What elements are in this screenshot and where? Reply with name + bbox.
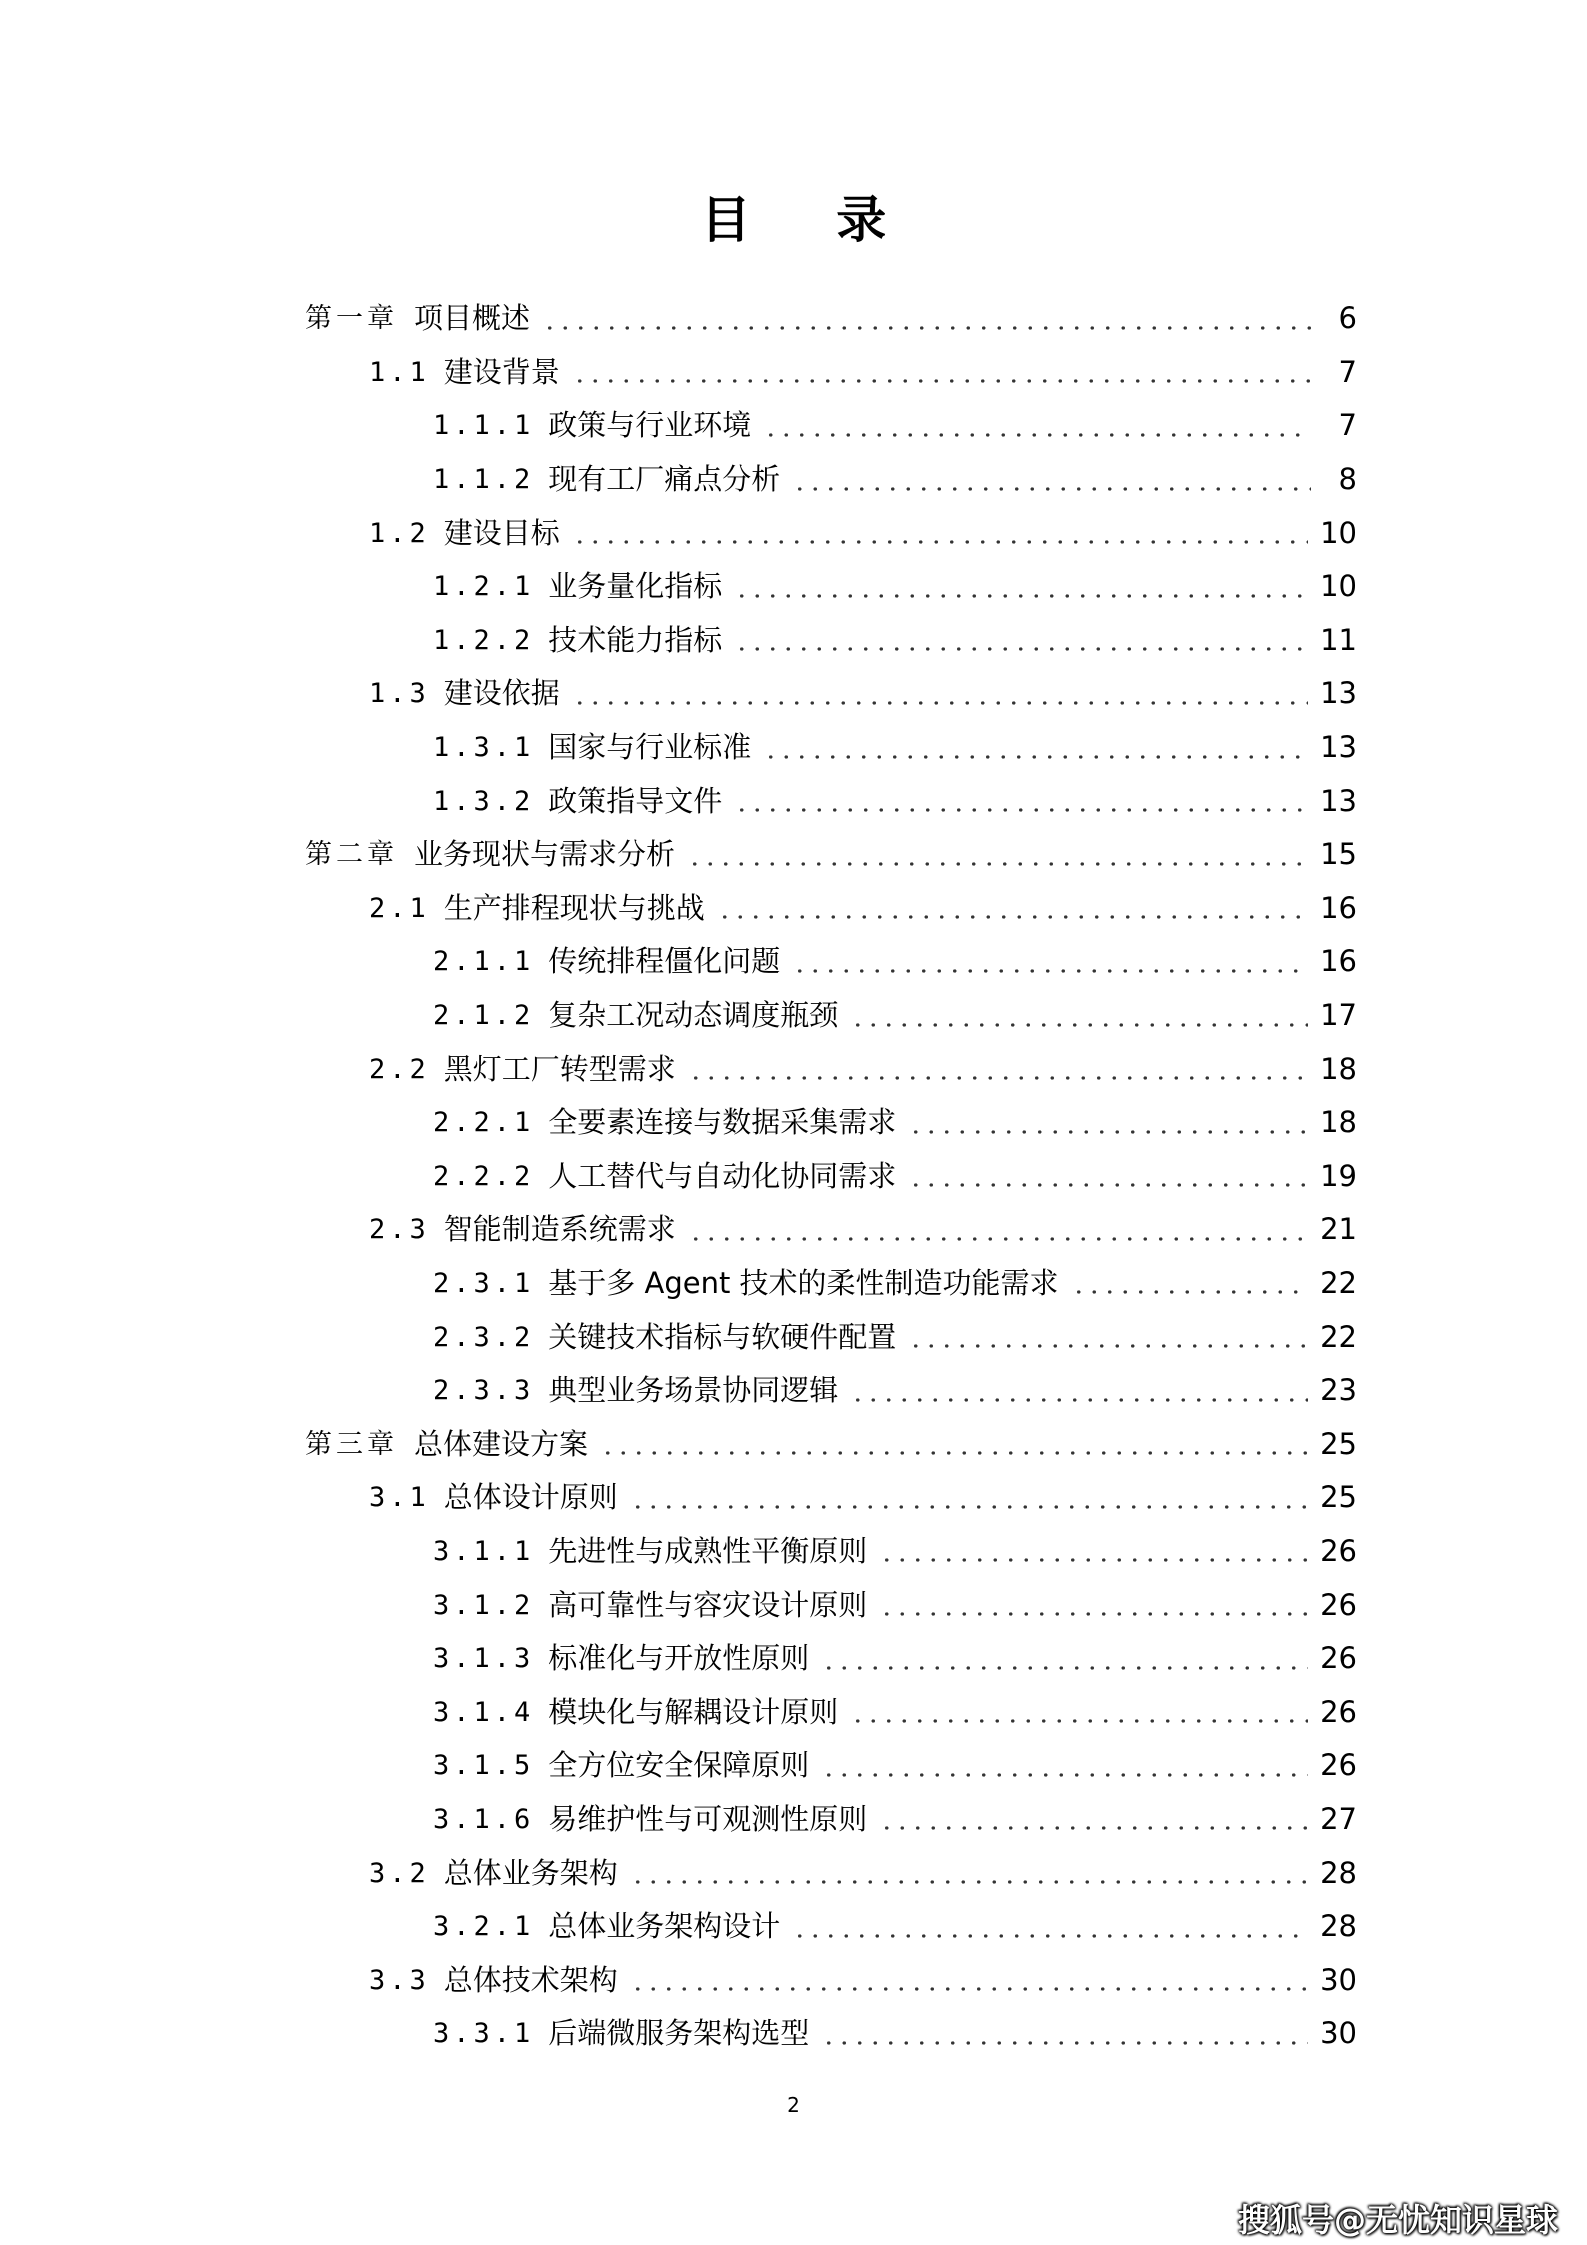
toc-entry-number: 2.1 bbox=[369, 892, 430, 924]
dot-leader bbox=[908, 1343, 1308, 1349]
dot-leader bbox=[821, 2040, 1308, 2046]
toc-entry-number: 3.1.1 bbox=[433, 1535, 535, 1567]
toc-entry-number: 2.3.2 bbox=[433, 1321, 535, 1353]
dot-leader bbox=[717, 914, 1308, 920]
dot-leader bbox=[763, 754, 1308, 760]
toc-entry-page: 8 bbox=[1338, 462, 1357, 497]
toc-entry[interactable] bbox=[0, 828, 1587, 882]
toc-entry-label: 技术能力指标 bbox=[548, 622, 723, 657]
toc-entry-number: 3.2 bbox=[369, 1857, 430, 1889]
toc-entry-label: 总体设计原则 bbox=[443, 1480, 618, 1515]
toc-entry-number: 3.1 bbox=[369, 1482, 430, 1514]
toc-entry-label: 后端微服务架构选型 bbox=[548, 2016, 810, 2051]
toc-entry-page: 30 bbox=[1320, 1962, 1357, 1997]
toc-entry-page: 22 bbox=[1320, 1319, 1357, 1354]
dot-leader bbox=[734, 593, 1308, 599]
toc-entry[interactable] bbox=[0, 935, 1587, 989]
toc-entry-page: 10 bbox=[1320, 515, 1357, 550]
toc-entry[interactable] bbox=[0, 1471, 1587, 1525]
dot-leader bbox=[792, 1933, 1308, 1939]
toc-entry-page: 11 bbox=[1320, 622, 1357, 657]
toc-entry-number: 1.1 bbox=[369, 356, 430, 388]
toc-entry-label: 传统排程僵化问题 bbox=[548, 944, 781, 979]
toc-entry[interactable] bbox=[0, 1203, 1587, 1257]
toc-entry-page: 7 bbox=[1338, 354, 1357, 389]
toc-entry-number: 2.3.3 bbox=[433, 1375, 535, 1407]
toc-entry-number: 3.3.1 bbox=[433, 2018, 535, 2050]
toc-entry-number: 1.1.2 bbox=[433, 464, 535, 496]
dot-leader bbox=[734, 807, 1308, 813]
dot-leader bbox=[879, 1557, 1308, 1563]
toc-title: 目 录 bbox=[700, 191, 921, 249]
toc-entry-page: 25 bbox=[1320, 1480, 1357, 1515]
toc-entry-page: 18 bbox=[1320, 1105, 1357, 1140]
toc-entry-label: 总体建设方案 bbox=[414, 1426, 589, 1461]
toc-entry-page: 21 bbox=[1320, 1212, 1357, 1247]
toc-entry[interactable] bbox=[0, 1578, 1587, 1632]
dot-leader bbox=[821, 1772, 1308, 1778]
toc-entry-page: 15 bbox=[1320, 837, 1357, 872]
toc-entry-page: 26 bbox=[1320, 1533, 1357, 1568]
toc-entry-page: 25 bbox=[1320, 1426, 1357, 1461]
toc-entry-label: 典型业务场景协同逻辑 bbox=[548, 1373, 839, 1408]
toc-entry-page: 7 bbox=[1338, 408, 1357, 443]
dot-leader bbox=[850, 1022, 1308, 1028]
toc-entry-label: 人工替代与自动化协同需求 bbox=[548, 1158, 897, 1193]
dot-leader bbox=[630, 1986, 1308, 1992]
dot-leader bbox=[572, 700, 1308, 706]
toc-entry[interactable] bbox=[0, 1900, 1587, 1954]
toc-entry-number: 2.3.1 bbox=[433, 1267, 535, 1299]
toc-entry-number: 3.1.3 bbox=[433, 1643, 535, 1675]
toc-entry-page: 28 bbox=[1320, 1855, 1357, 1890]
toc-entry[interactable] bbox=[0, 667, 1587, 721]
toc-entry[interactable] bbox=[0, 1846, 1587, 1900]
toc-entry-number: 1.3.2 bbox=[433, 785, 535, 817]
dot-leader bbox=[850, 1397, 1308, 1403]
dot-leader bbox=[1071, 1289, 1309, 1295]
toc-entry[interactable] bbox=[0, 1310, 1587, 1364]
toc-entry-number: 3.1.6 bbox=[433, 1803, 535, 1835]
toc-entry-label: 业务现状与需求分析 bbox=[414, 837, 676, 872]
toc-entry[interactable] bbox=[0, 1364, 1587, 1418]
dot-leader bbox=[879, 1825, 1308, 1831]
toc-entry-label: 总体技术架构 bbox=[443, 1962, 618, 1997]
toc-entry-page: 23 bbox=[1320, 1373, 1357, 1408]
toc-entry[interactable] bbox=[0, 1685, 1587, 1739]
toc-entry[interactable] bbox=[0, 1632, 1587, 1686]
toc-entry-label: 建设依据 bbox=[443, 676, 560, 711]
toc-entry-label: 复杂工况动态调度瓶颈 bbox=[548, 998, 839, 1033]
dot-leader bbox=[572, 378, 1311, 384]
toc-entry-number: 1.2.1 bbox=[433, 571, 535, 603]
toc-entry-number: 1.3 bbox=[369, 678, 430, 710]
toc-entry-label: 智能制造系统需求 bbox=[443, 1212, 676, 1247]
toc-entry-number: 2.2 bbox=[369, 1053, 430, 1085]
toc-entry-label: 先进性与成熟性平衡原则 bbox=[548, 1533, 868, 1568]
toc-entry-page: 19 bbox=[1320, 1158, 1357, 1193]
toc-entry-number: 3.1.5 bbox=[433, 1750, 535, 1782]
toc-entry-label: 建设背景 bbox=[443, 354, 560, 389]
toc-entry-number: 1.3.1 bbox=[433, 732, 535, 764]
dot-leader bbox=[879, 1611, 1308, 1617]
dot-leader bbox=[821, 1665, 1308, 1671]
dot-leader bbox=[630, 1879, 1308, 1885]
toc-entry-label: 高可靠性与容灾设计原则 bbox=[548, 1587, 868, 1622]
toc-entry[interactable] bbox=[0, 614, 1587, 668]
toc-entry-number: 第一章 bbox=[305, 303, 398, 335]
toc-entry[interactable] bbox=[0, 399, 1587, 453]
toc-entry-label: 标准化与开放性原则 bbox=[548, 1641, 810, 1676]
toc-entry-label: 全要素连接与数据采集需求 bbox=[548, 1105, 897, 1140]
toc-entry-number: 3.3 bbox=[369, 1964, 430, 1996]
dot-leader bbox=[688, 1075, 1308, 1081]
toc-entry-page: 26 bbox=[1320, 1694, 1357, 1729]
toc-entry-page: 30 bbox=[1320, 2016, 1357, 2051]
toc-entry-page: 16 bbox=[1320, 944, 1357, 979]
toc-entry-label: 业务量化指标 bbox=[548, 569, 723, 604]
toc-entry[interactable] bbox=[0, 721, 1587, 775]
toc-entry-number: 2.1.2 bbox=[433, 1000, 535, 1032]
toc-entry-label: 国家与行业标准 bbox=[548, 730, 752, 765]
toc-entry-label: 基于多 Agent 技术的柔性制造功能需求 bbox=[548, 1265, 1059, 1300]
toc-entry-label: 总体业务架构 bbox=[443, 1855, 618, 1890]
dot-leader bbox=[734, 646, 1308, 652]
toc-entry-label: 全方位安全保障原则 bbox=[548, 1748, 810, 1783]
toc-entry-label: 关键技术指标与软硬件配置 bbox=[548, 1319, 897, 1354]
toc-entry[interactable] bbox=[0, 1739, 1587, 1793]
toc-entry-page: 26 bbox=[1320, 1748, 1357, 1783]
toc-entry-number: 2.2.1 bbox=[433, 1107, 535, 1139]
toc-entry[interactable] bbox=[0, 1150, 1587, 1204]
toc-entry[interactable] bbox=[0, 1953, 1587, 2007]
toc-entry-number: 第二章 bbox=[305, 839, 398, 871]
toc-entry[interactable] bbox=[0, 1793, 1587, 1847]
dot-leader bbox=[792, 968, 1308, 974]
toc-entry[interactable] bbox=[0, 1096, 1587, 1150]
toc-entry-page: 10 bbox=[1320, 569, 1357, 604]
dot-leader bbox=[908, 1129, 1308, 1135]
dot-leader bbox=[850, 1718, 1308, 1724]
toc-entry-number: 2.2.2 bbox=[433, 1160, 535, 1192]
toc-entry[interactable] bbox=[0, 1042, 1587, 1096]
toc-entry-page: 6 bbox=[1338, 301, 1357, 336]
toc-entry-number: 1.2.2 bbox=[433, 624, 535, 656]
toc-entry-number: 2.3 bbox=[369, 1214, 430, 1246]
toc-entry-label: 政策指导文件 bbox=[548, 783, 723, 818]
dot-leader bbox=[572, 539, 1308, 545]
toc-entry[interactable] bbox=[0, 560, 1587, 614]
toc-entry[interactable] bbox=[0, 292, 1587, 346]
toc-entry-label: 生产排程现状与挑战 bbox=[443, 890, 705, 925]
toc-entry-label: 现有工厂痛点分析 bbox=[548, 462, 781, 497]
table-of-contents bbox=[0, 292, 1587, 2061]
toc-entry[interactable] bbox=[0, 453, 1587, 507]
toc-entry[interactable] bbox=[0, 346, 1587, 400]
toc-entry-label: 建设目标 bbox=[443, 515, 560, 550]
toc-entry[interactable] bbox=[0, 989, 1587, 1043]
toc-entry[interactable] bbox=[0, 774, 1587, 828]
toc-entry-page: 16 bbox=[1320, 890, 1357, 925]
toc-entry-number: 第三章 bbox=[305, 1428, 398, 1460]
dot-leader bbox=[687, 861, 1308, 867]
watermark: 搜狐号@无忧知识星球 bbox=[1238, 2201, 1559, 2239]
toc-entry-page: 22 bbox=[1320, 1265, 1357, 1300]
dot-leader bbox=[600, 1450, 1308, 1456]
toc-entry-label: 模块化与解耦设计原则 bbox=[548, 1694, 839, 1729]
toc-entry[interactable] bbox=[0, 2007, 1587, 2061]
toc-entry[interactable] bbox=[0, 1525, 1587, 1579]
toc-entry-page: 13 bbox=[1320, 676, 1357, 711]
dot-leader bbox=[763, 432, 1311, 438]
dot-leader bbox=[630, 1504, 1308, 1510]
toc-entry-page: 17 bbox=[1320, 998, 1357, 1033]
toc-entry[interactable] bbox=[0, 882, 1587, 936]
dot-leader bbox=[792, 486, 1311, 492]
toc-entry-page: 18 bbox=[1320, 1051, 1357, 1086]
dot-leader bbox=[542, 325, 1311, 331]
dot-leader bbox=[908, 1182, 1308, 1188]
toc-entry-label: 黑灯工厂转型需求 bbox=[443, 1051, 676, 1086]
page-number: 2 bbox=[787, 2093, 800, 2117]
toc-entry-number: 2.1.1 bbox=[433, 946, 535, 978]
toc-entry[interactable] bbox=[0, 1417, 1587, 1471]
dot-leader bbox=[688, 1236, 1308, 1242]
toc-entry-page: 13 bbox=[1320, 730, 1357, 765]
toc-entry-label: 总体业务架构设计 bbox=[548, 1909, 781, 1944]
toc-entry-page: 26 bbox=[1320, 1587, 1357, 1622]
toc-entry-number: 1.1.1 bbox=[433, 410, 535, 442]
toc-entry-label: 政策与行业环境 bbox=[548, 408, 752, 443]
toc-entry-page: 28 bbox=[1320, 1909, 1357, 1944]
toc-entry-number: 3.2.1 bbox=[433, 1911, 535, 1943]
toc-entry-number: 3.1.4 bbox=[433, 1696, 535, 1728]
toc-entry-label: 项目概述 bbox=[414, 301, 531, 336]
toc-entry-label: 易维护性与可观测性原则 bbox=[548, 1801, 868, 1836]
toc-entry-page: 27 bbox=[1320, 1801, 1357, 1836]
toc-entry[interactable] bbox=[0, 506, 1587, 560]
toc-entry-page: 13 bbox=[1320, 783, 1357, 818]
toc-entry-page: 26 bbox=[1320, 1641, 1357, 1676]
toc-entry-number: 3.1.2 bbox=[433, 1589, 535, 1621]
toc-entry-number: 1.2 bbox=[369, 517, 430, 549]
toc-entry[interactable] bbox=[0, 1257, 1587, 1311]
